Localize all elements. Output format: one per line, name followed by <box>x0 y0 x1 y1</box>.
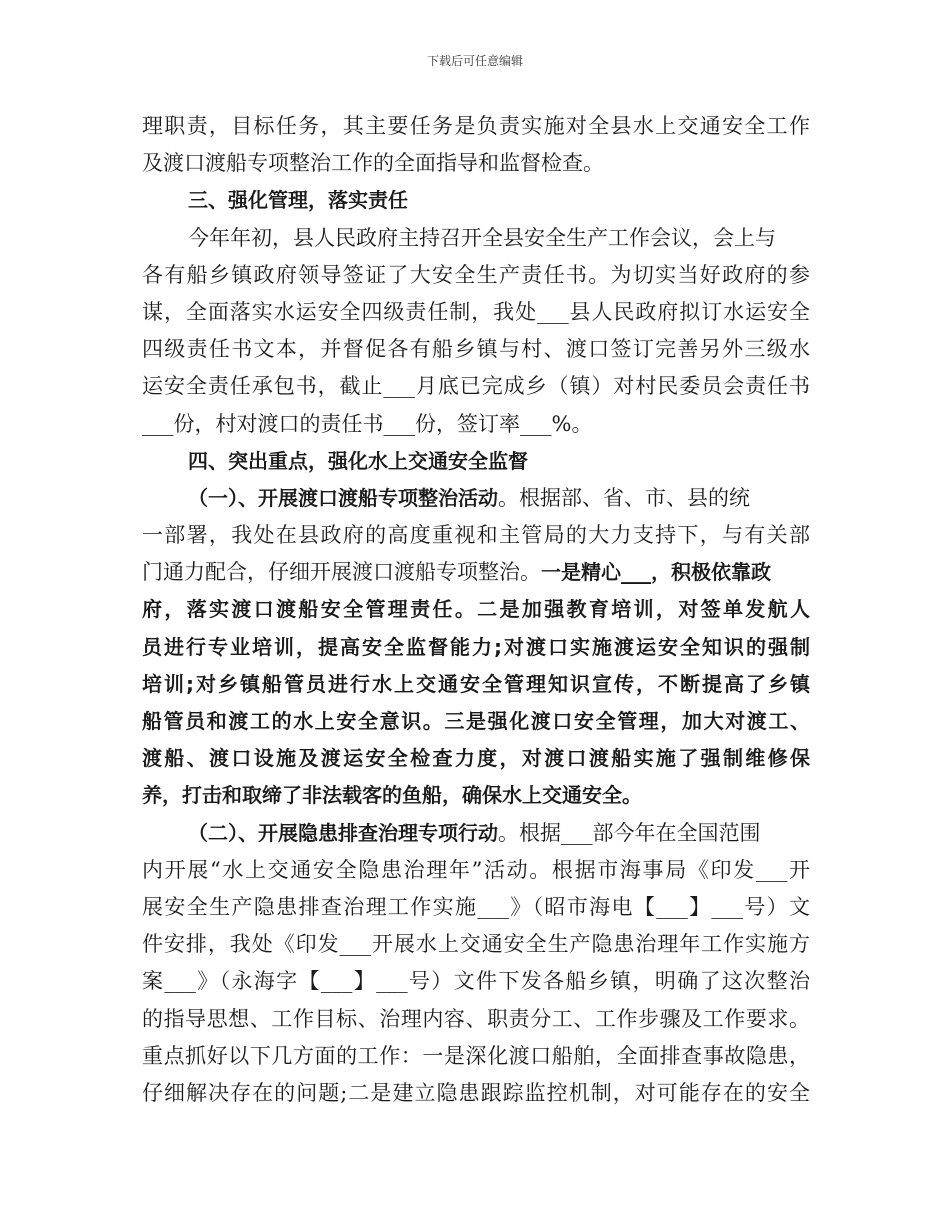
subsection-title: （二）、开展隐患排查治理专项行动 <box>188 820 498 845</box>
paragraph-line-bold: 培训;对乡镇船管员进行水上交通安全管理知识宣传，不断提高了乡镇 <box>142 671 810 696</box>
paragraph-line: 一部署，我处在县政府的高度重视和主管局的大力支持下，与有关部 <box>142 523 810 548</box>
paragraph-line: 运安全责任承包书，截止___月底已完成乡（镇）对村民委员会责任书 <box>142 374 810 399</box>
document-body <box>142 108 810 1112</box>
paragraph-line: 各有船乡镇政府领导签证了大安全生产责任书。为切实当好政府的参 <box>142 262 810 287</box>
paragraph-line: 理职责，目标任务，其主要任务是负责实施对全县水上交通安全工作 <box>142 114 810 138</box>
paragraph-line: 内开展“水上交通安全隐患治理年”活动。根据市海事局《印发___开 <box>142 857 810 882</box>
paragraph-line: 谋，全面落实水运安全四级责任制，我处___县人民政府拟订水运安全 <box>142 299 810 324</box>
paragraph-line: 四级责任书文本，并督促各有船乡镇与村、渡口签订完善另外三级水 <box>142 337 810 362</box>
paragraph-line: 仔细解决存在的问题;二是建立隐患跟踪监控机制，对可能存在的安全 <box>142 1080 810 1105</box>
paragraph-line: 及渡口渡船专项整治工作的全面指导和监督检查。 <box>142 151 604 176</box>
paragraph-line: 案___》（永海字【___】___号）文件下发各船乡镇，明确了这次整治 <box>142 969 810 994</box>
paragraph-line: 重点抓好以下几方面的工作：一是深化渡口船舶，全面排查事故隐患， <box>142 1043 810 1068</box>
paragraph-line: 门通力配合，仔细开展渡口渡船专项整治。一是精心___，积极依靠政 <box>142 560 771 585</box>
paragraph-line: 的指导思想、工作目标、治理内容、职责分工、工作步骤及工作要求。 <box>142 1006 810 1031</box>
section-heading: 三、强化管理，落实责任 <box>188 188 408 213</box>
paragraph-line-bold: 渡船、渡口设施及渡运安全检查力度，对渡口渡船实施了强制维修保 <box>142 746 810 771</box>
paragraph-line: 展安全生产隐患排查治理工作实施___》（昭市海电【___】___号）文 <box>142 894 810 919</box>
paragraph-line-bold: 养，打击和取缔了非法载客的鱼船，确保水上交通安全。 <box>142 783 642 808</box>
paragraph-line-bold: 员进行专业培训，提高安全监督能力;对渡口实施渡运安全知识的强制 <box>142 634 810 659</box>
paragraph-line: 件安排，我处《印发___开展水上交通安全生产隐患治理年工作实施方 <box>142 932 810 957</box>
paragraph-line: ___份，村对渡口的责任书___份，签订率___%。 <box>142 411 593 436</box>
paragraph-line: 今年年初，县人民政府主持召开全县安全生产工作会议，会上与 <box>188 225 776 250</box>
paragraph-line-bold: 船管员和渡工的水上安全意识。三是强化渡口安全管理，加大对渡工、 <box>142 709 810 733</box>
subsection-title: （一）、开展渡口渡船专项整治活动 <box>188 485 498 510</box>
paragraph-line-bold: 府，落实渡口渡船安全管理责任。二是加强教育培训，对签单发航人 <box>142 597 810 622</box>
paragraph-line: （一）、开展渡口渡船专项整治活动。根据部、省、市、县的统 <box>188 485 750 510</box>
paragraph-line: （二）、开展隐患排查治理专项行动。根据___部今年在全国范围 <box>188 820 761 845</box>
page-header-note: 下载后可任意编辑 <box>426 54 523 68</box>
section-heading: 四、突出重点，强化水上交通安全监督 <box>188 448 528 473</box>
